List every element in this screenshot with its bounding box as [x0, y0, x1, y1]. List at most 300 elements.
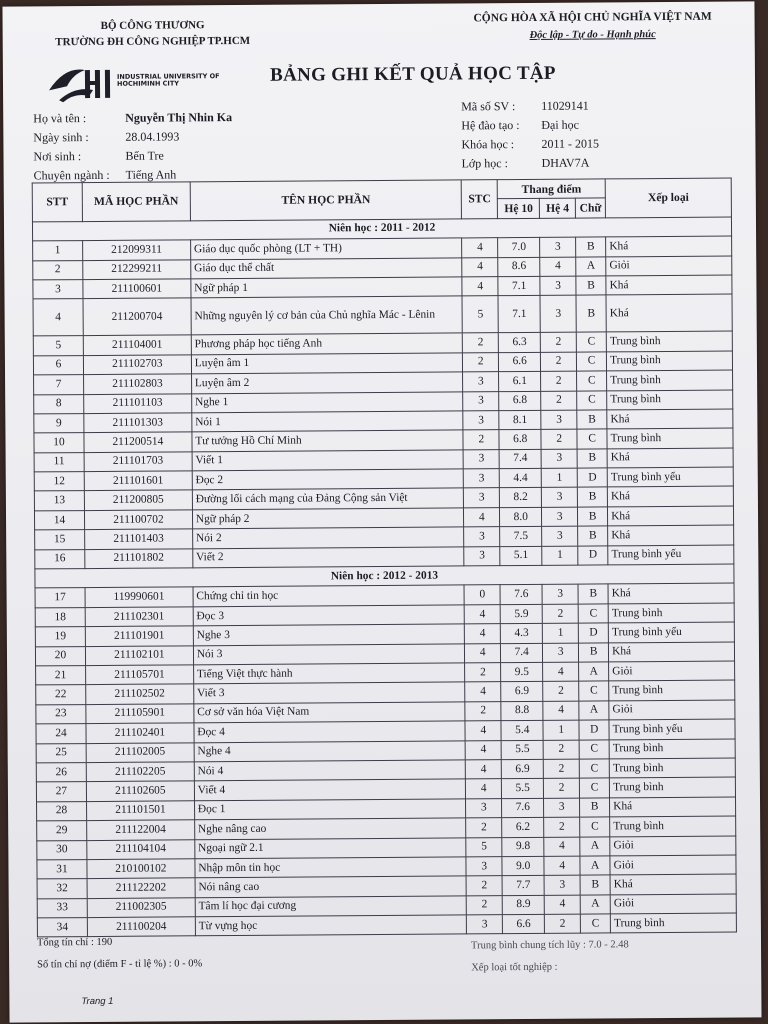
- cell-credits: 0: [464, 585, 500, 605]
- cell-code: 211102605: [86, 781, 194, 801]
- cell-stt: 20: [35, 646, 85, 666]
- system-label: Hệ đào tạo :: [461, 118, 520, 133]
- course-label: Khóa học :: [461, 137, 515, 152]
- cell-h4: 3: [544, 798, 580, 818]
- cell-stt: 14: [34, 510, 84, 530]
- cell-letter: C: [577, 371, 607, 391]
- cell-rank: Trung bình: [610, 816, 736, 836]
- cell-credits: 3: [467, 915, 503, 935]
- cell-credits: 3: [466, 798, 502, 818]
- name-label: Họ và tên :: [33, 111, 87, 126]
- cell-credits: 3: [466, 857, 502, 877]
- cell-credits: 4: [465, 643, 501, 663]
- cell-stt: 10: [34, 433, 84, 453]
- cell-code: 211200704: [83, 298, 191, 336]
- col-header-code: MÃ HỌC PHẦN: [82, 182, 190, 222]
- cell-h4: 2: [543, 759, 579, 779]
- cell-credits: 2: [466, 895, 502, 915]
- cell-code: 211002305: [87, 897, 195, 917]
- cell-h4: 4: [544, 837, 580, 857]
- cell-h4: 2: [544, 778, 580, 798]
- cell-rank: Khá: [606, 275, 732, 295]
- cell-name: Đọc 4: [194, 721, 466, 742]
- cell-name: Nghe nâng cao: [194, 818, 466, 839]
- class-label: Lớp học :: [461, 156, 508, 171]
- university-name: TRƯỜNG ĐH CÔNG NGHIỆP TP.HCM: [55, 34, 251, 49]
- cell-name: Đọc 1: [194, 799, 466, 820]
- cell-name: Nghe 3: [193, 624, 465, 645]
- grade-summary: [471, 934, 629, 979]
- major-label: Chuyên ngành :: [33, 167, 110, 183]
- cell-name: Nói nâng cao: [195, 876, 467, 897]
- cell-stt: 23: [36, 704, 86, 724]
- cell-name: Luyện âm 2: [191, 372, 463, 393]
- cell-stt: 22: [36, 685, 86, 705]
- cell-name: Chứng chỉ tin học: [193, 585, 465, 606]
- cell-stt: 6: [33, 355, 83, 375]
- cell-h10: 5.5: [501, 740, 543, 760]
- cell-name: Viết 2: [193, 547, 465, 568]
- cell-rank: Khá: [610, 797, 736, 817]
- cell-stt: 12: [34, 472, 84, 492]
- cell-letter: B: [577, 410, 607, 430]
- cell-h4: 4: [543, 701, 579, 721]
- cell-h10: 6.9: [501, 682, 543, 702]
- cell-rank: Khá: [610, 874, 736, 894]
- cell-letter: D: [578, 623, 608, 643]
- cell-h4: 3: [541, 410, 577, 430]
- cell-h10: 5.5: [502, 779, 544, 799]
- cell-h10: 6.1: [499, 372, 541, 392]
- grades-body: [32, 217, 736, 938]
- cell-code: 211101103: [84, 393, 192, 413]
- student-id: 11029141: [541, 98, 589, 113]
- cell-letter: C: [580, 914, 610, 934]
- cell-rank: Trung bình yếu: [608, 622, 734, 642]
- cell-letter: A: [576, 256, 606, 276]
- cell-h4: 3: [542, 585, 578, 605]
- cell-letter: C: [579, 739, 609, 759]
- cell-h10: 6.3: [499, 333, 541, 353]
- cell-letter: B: [576, 276, 606, 296]
- cell-rank: Giỏi: [610, 894, 736, 914]
- cell-credits: 4: [466, 760, 502, 780]
- cell-h10: 4.3: [501, 624, 543, 644]
- cell-letter: C: [580, 817, 610, 837]
- cell-h10: 8.2: [500, 488, 542, 508]
- cell-h10: 8.9: [502, 895, 544, 915]
- cell-h4: 2: [543, 682, 579, 702]
- cell-rank: Trung bình: [608, 603, 734, 623]
- cell-rank: Trung bình: [609, 739, 735, 759]
- cell-h4: 2: [544, 817, 580, 837]
- col-header-name: TÊN HỌC PHẦN: [190, 180, 462, 221]
- cell-credits: 2: [463, 352, 499, 372]
- cell-letter: B: [579, 643, 609, 663]
- cell-stt: 2: [33, 260, 83, 280]
- cell-letter: A: [580, 836, 610, 856]
- cell-h4: 4: [543, 662, 579, 682]
- cell-name: Luyện âm 1: [191, 353, 463, 374]
- cell-h10: 7.4: [501, 643, 543, 663]
- cell-stt: 11: [34, 452, 84, 472]
- cell-stt: 5: [33, 336, 83, 356]
- cell-code: 211102401: [86, 723, 194, 743]
- cell-h10: 6.8: [499, 391, 541, 411]
- table-row: [33, 294, 732, 336]
- cell-code: 211101403: [85, 529, 193, 549]
- cell-code: 210100102: [87, 859, 195, 879]
- cell-stt: 34: [37, 918, 87, 938]
- cell-code: 211102803: [83, 374, 191, 394]
- page-number: Trang 1: [81, 995, 114, 1008]
- cell-code: 211101501: [86, 801, 194, 821]
- cell-h4: 1: [543, 720, 579, 740]
- cell-h4: 2: [540, 332, 576, 352]
- cell-stt: 3: [33, 280, 83, 300]
- cell-code: 211122004: [87, 820, 195, 840]
- cell-code: 211102101: [85, 645, 193, 665]
- cell-stt: 25: [36, 743, 86, 763]
- cell-credits: 3: [463, 372, 499, 392]
- cell-credits: 4: [465, 740, 501, 760]
- cell-rank: Trung bình: [607, 428, 733, 448]
- cell-letter: A: [579, 662, 609, 682]
- cell-name: Giáo dục quốc phòng (LT + TH): [190, 238, 462, 259]
- cell-stt: 17: [35, 588, 85, 608]
- cell-h10: 6.2: [502, 817, 544, 837]
- cell-credits: 3: [464, 546, 500, 566]
- cell-code: 211101901: [85, 626, 193, 646]
- cell-credits: 3: [463, 391, 499, 411]
- cell-h4: 2: [541, 352, 577, 372]
- cell-rank: Trung bình yếu: [607, 467, 733, 487]
- cell-h10: 4.4: [499, 468, 541, 488]
- cell-letter: C: [579, 681, 609, 701]
- cell-name: Tâm lí học đại cương: [195, 896, 467, 917]
- university-logo: [45, 59, 235, 104]
- cell-code: 211100702: [84, 510, 192, 530]
- cell-stt: 27: [36, 782, 86, 802]
- cell-h10: 9.0: [502, 856, 544, 876]
- year-label: Niên học : 2011 - 2012: [32, 217, 731, 241]
- logo-emblem-icon: [45, 60, 115, 104]
- cell-rank: Khá: [607, 448, 733, 468]
- id-label: Mã số SV :: [461, 99, 516, 114]
- student-major: Tiếng Anh: [125, 167, 177, 182]
- cell-name: Nói 2: [192, 527, 464, 548]
- student-dob: 28.04.1993: [125, 129, 180, 144]
- cell-credits: 4: [465, 682, 501, 702]
- cell-stt: 19: [35, 627, 85, 647]
- col-header-h4: Hệ 4: [540, 199, 576, 219]
- cell-h4: 4: [544, 856, 580, 876]
- cell-letter: B: [580, 798, 610, 818]
- cell-stt: 18: [35, 607, 85, 627]
- cell-letter: B: [577, 449, 607, 469]
- cell-stt: 31: [37, 859, 87, 879]
- cell-rank: Trung bình: [607, 390, 733, 410]
- republic-name: CỘNG HÒA XÃ HỘI CHỦ NGHĨA VIỆT NAM: [473, 10, 712, 25]
- cell-h4: 2: [541, 391, 577, 411]
- cell-code: 211101703: [84, 452, 192, 472]
- cell-stt: 15: [35, 530, 85, 550]
- course-years: 2011 - 2015: [541, 136, 600, 151]
- cell-rank: Khá: [608, 506, 734, 526]
- cell-letter: D: [578, 546, 608, 566]
- cell-code: 211101601: [84, 471, 192, 491]
- cell-code: 211104104: [87, 839, 195, 859]
- cell-code: 211102301: [85, 607, 193, 627]
- cell-credits: 4: [462, 277, 498, 297]
- cell-code: 119990601: [85, 587, 193, 607]
- cell-letter: D: [577, 468, 607, 488]
- cell-name: Tư tưởng Hồ Chí Minh: [192, 430, 464, 451]
- cell-code: 211105901: [86, 704, 194, 724]
- cell-h4: 1: [541, 468, 577, 488]
- cell-name: Đường lối cách mạng của Đảng Cộng sản Việt: [192, 488, 464, 509]
- cell-letter: B: [578, 584, 608, 604]
- cell-letter: A: [579, 701, 609, 721]
- cell-code: 211100601: [83, 279, 191, 299]
- cumulative-average: Trung bình chung tích lũy : 7.0 - 2.48: [470, 939, 629, 952]
- cell-credits: 2: [463, 430, 499, 450]
- debt-credits: Số tín chỉ nợ (điểm F - tỉ lệ %) : 0 - 0%: [37, 958, 203, 971]
- student-info-right: [461, 96, 599, 173]
- cell-credits: 2: [466, 876, 502, 896]
- cell-credits: 4: [462, 238, 498, 258]
- cell-h10: 8.1: [499, 410, 541, 430]
- cell-credits: 3: [463, 449, 499, 469]
- cell-h4: 1: [542, 623, 578, 643]
- cell-name: Đọc 3: [193, 605, 465, 626]
- national-motto: Độc lập - Tự do - Hạnh phúc: [529, 29, 656, 41]
- cell-rank: Giỏi: [610, 855, 736, 875]
- cell-h10: 6.8: [499, 430, 541, 450]
- cell-h4: 3: [540, 295, 576, 332]
- cell-rank: Trung bình: [610, 777, 736, 797]
- ministry-name: BỘ CÔNG THƯƠNG: [100, 19, 205, 32]
- col-header-letter: Chữ: [575, 198, 605, 218]
- cell-letter: C: [577, 352, 607, 372]
- cell-stt: 30: [37, 840, 87, 860]
- cell-h10: 7.1: [498, 296, 540, 333]
- cell-letter: B: [578, 526, 608, 546]
- cell-stt: 24: [36, 724, 86, 744]
- cell-credits: 3: [464, 527, 500, 547]
- class-name: DHAV7A: [541, 155, 590, 170]
- cell-rank: Trung bình yếu: [608, 545, 734, 565]
- cell-name: Giáo dục thể chất: [191, 257, 463, 278]
- cell-letter: C: [577, 390, 607, 410]
- cell-stt: 4: [33, 299, 83, 336]
- cell-name: Đọc 2: [192, 469, 464, 490]
- cell-credits: 4: [464, 508, 500, 528]
- graduation-rank: Xếp loại tốt nghiệp :: [471, 961, 558, 974]
- cell-stt: 32: [37, 879, 87, 899]
- cell-credits: 3: [464, 488, 500, 508]
- cell-h4: 4: [544, 895, 580, 915]
- cell-credits: 5: [466, 837, 502, 857]
- col-header-h10: Hệ 10: [498, 199, 540, 219]
- cell-credits: 2: [466, 818, 502, 838]
- cell-name: Từ vựng học: [195, 915, 467, 936]
- cell-code: 211100204: [87, 917, 195, 937]
- cell-rank: Giỏi: [609, 700, 735, 720]
- cell-h10: 5.9: [500, 604, 542, 624]
- grades-table: [32, 178, 737, 938]
- cell-letter: B: [576, 237, 606, 257]
- cell-letter: A: [580, 895, 610, 915]
- national-heading: [442, 7, 742, 45]
- cell-stt: 8: [34, 394, 84, 414]
- cell-code: 211105701: [86, 665, 194, 685]
- cell-name: Viết 3: [194, 682, 466, 703]
- cell-rank: Trung bình yếu: [609, 719, 735, 739]
- cell-name: Viết 1: [192, 450, 464, 471]
- cell-rank: Trung bình: [610, 913, 736, 933]
- cell-stt: 26: [36, 763, 86, 783]
- cell-h4: 2: [541, 371, 577, 391]
- cell-code: 212299211: [83, 259, 191, 279]
- cell-stt: 13: [34, 491, 84, 511]
- cell-code: 211101802: [85, 548, 193, 568]
- cell-h10: 7.1: [498, 276, 540, 296]
- cell-name: Nhập môn tin học: [195, 857, 467, 878]
- cell-name: Ngữ pháp 2: [192, 508, 464, 529]
- cell-code: 211101303: [84, 413, 192, 433]
- cell-stt: 1: [33, 241, 83, 261]
- cell-credits: 4: [464, 604, 500, 624]
- issuer-block: [33, 17, 273, 51]
- cell-code: 211104001: [83, 335, 191, 355]
- col-header-stt: STT: [32, 183, 82, 222]
- cell-credits: 2: [465, 701, 501, 721]
- cell-rank: Khá: [609, 642, 735, 662]
- cell-h10: 7.4: [499, 449, 541, 469]
- cell-letter: B: [576, 295, 606, 332]
- cell-h10: 7.0: [498, 238, 540, 258]
- cell-h10: 7.7: [502, 876, 544, 896]
- col-header-scale: Thang điểm: [497, 179, 605, 199]
- cell-h10: 9.8: [502, 837, 544, 857]
- student-name: Nguyễn Thị Nhin Ka: [125, 110, 233, 125]
- cell-credits: 4: [465, 624, 501, 644]
- cell-h4: 4: [540, 257, 576, 277]
- cell-name: Viết 4: [194, 779, 466, 800]
- cell-letter: C: [579, 759, 609, 779]
- cell-h10: 7.6: [502, 798, 544, 818]
- cell-rank: Trung bình: [609, 758, 735, 778]
- cell-letter: C: [580, 778, 610, 798]
- cell-rank: Giỏi: [609, 661, 735, 681]
- cell-rank: Khá: [608, 583, 734, 603]
- cell-name: Nói 1: [192, 411, 464, 432]
- cell-credits: 3: [463, 411, 499, 431]
- cell-h4: 3: [542, 488, 578, 508]
- cell-name: Tiếng Việt thực hành: [193, 663, 465, 684]
- cell-name: Nói 3: [193, 644, 465, 665]
- cell-letter: B: [580, 875, 610, 895]
- cell-h10: 6.9: [501, 759, 543, 779]
- student-pob: Bến Tre: [125, 148, 164, 163]
- cell-name: Ngoại ngữ 2.1: [195, 837, 467, 858]
- cell-name: Nghe 1: [191, 391, 463, 412]
- col-header-rank: Xếp loại: [605, 178, 731, 218]
- cell-h4: 2: [542, 604, 578, 624]
- cell-letter: B: [578, 507, 608, 527]
- cell-name: Cơ sở văn hóa Việt Nam: [194, 702, 466, 723]
- cell-stt: 21: [36, 666, 86, 686]
- cell-stt: 7: [34, 375, 84, 395]
- cell-rank: Khá: [606, 294, 732, 332]
- cell-name: Nói 4: [194, 760, 466, 781]
- cell-stt: 33: [37, 898, 87, 918]
- cell-h10: 8.0: [500, 507, 542, 527]
- dob-label: Ngày sinh :: [33, 130, 89, 145]
- cell-credits: 4: [462, 257, 498, 277]
- cell-h4: 3: [544, 875, 580, 895]
- cell-credits: 3: [463, 469, 499, 489]
- cell-h4: 2: [543, 740, 579, 760]
- cell-rank: Khá: [607, 409, 733, 429]
- cell-h10: 7.5: [500, 527, 542, 547]
- cell-code: 211200805: [84, 490, 192, 510]
- cell-letter: B: [577, 487, 607, 507]
- cell-code: 212099311: [83, 240, 191, 260]
- cell-h4: 3: [542, 526, 578, 546]
- pob-label: Nơi sinh :: [33, 149, 82, 164]
- credit-summary: [37, 931, 202, 976]
- cell-credits: 2: [465, 663, 501, 683]
- cell-h4: 3: [542, 507, 578, 527]
- cell-rank: Khá: [606, 236, 732, 256]
- cell-h4: 2: [545, 914, 581, 934]
- cell-letter: C: [577, 429, 607, 449]
- cell-h10: 5.4: [501, 721, 543, 741]
- cell-h10: 5.1: [500, 546, 542, 566]
- cell-h10: 8.6: [498, 257, 540, 277]
- cell-rank: Khá: [608, 525, 734, 545]
- cell-credits: 4: [465, 721, 501, 741]
- logo-text: INDUSTRIAL UNIVERSITY OF HOCHIMINH CITY: [116, 72, 220, 88]
- cell-rank: Trung bình: [607, 370, 733, 390]
- cell-rank: Giỏi: [606, 256, 732, 276]
- total-credits: Tổng tín chỉ : 190: [36, 936, 113, 949]
- cell-h4: 3: [540, 237, 576, 257]
- cell-code: 211102005: [86, 742, 194, 762]
- cell-h10: 7.6: [500, 585, 542, 605]
- cell-code: 211102703: [83, 355, 191, 375]
- cell-rank: Trung bình: [607, 351, 733, 371]
- cell-code: 211102205: [86, 762, 194, 782]
- cell-h10: 6.6: [503, 914, 545, 934]
- cell-name: Nghe 4: [194, 740, 466, 761]
- transcript-sheet: [2, 1, 761, 1022]
- cell-code: 211200514: [84, 432, 192, 452]
- col-header-credits: STC: [461, 180, 497, 219]
- cell-letter: A: [580, 856, 610, 876]
- cell-credits: 5: [462, 296, 498, 333]
- cell-rank: Trung bình: [606, 331, 732, 351]
- cell-credits: 2: [463, 333, 499, 353]
- cell-h4: 3: [541, 449, 577, 469]
- cell-name: Những nguyên lý cơ bản của Chủ nghĩa Mác - Lênin: [191, 296, 463, 335]
- cell-letter: C: [578, 604, 608, 624]
- cell-code: 211102502: [86, 684, 194, 704]
- cell-stt: 9: [34, 413, 84, 433]
- cell-rank: Trung bình: [609, 680, 735, 700]
